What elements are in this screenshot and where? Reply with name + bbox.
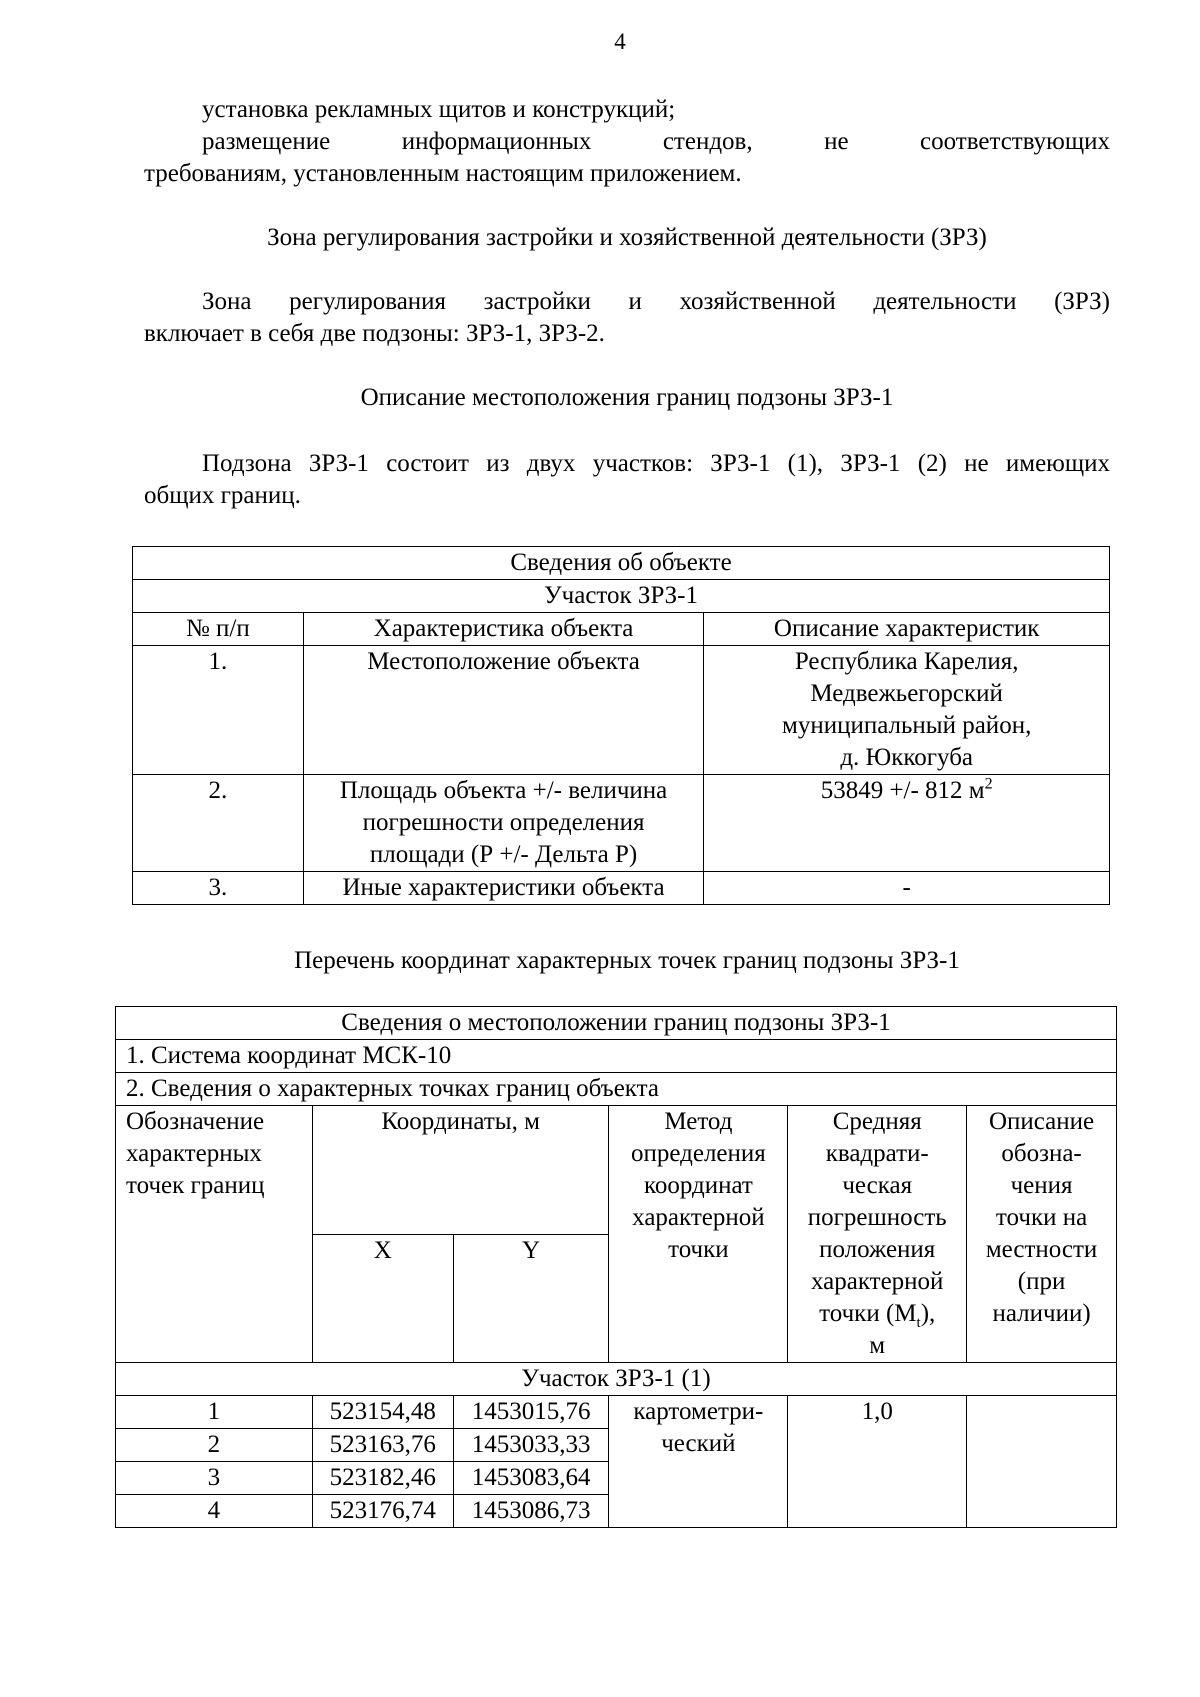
table-info-row — [116, 1073, 1117, 1106]
area-value: 53849 +/- 812 м — [820, 777, 985, 804]
area-superscript: 2 — [984, 775, 993, 793]
header-line: точки на — [995, 1204, 1088, 1231]
cell-line: Местоположение объекта — [367, 648, 640, 675]
object-info-table — [132, 546, 1110, 905]
y-value: 1453083,64 — [453, 1462, 609, 1495]
column-header: № п/п — [133, 613, 304, 646]
row-number: 2. — [133, 775, 304, 872]
location-cell — [967, 1396, 1117, 1528]
header-line: характерной — [632, 1204, 765, 1231]
column-header-method — [609, 1106, 788, 1363]
column-header-y: Y — [453, 1234, 609, 1363]
x-value: 523182,46 — [312, 1462, 453, 1495]
column-header-x: X — [312, 1234, 453, 1363]
section-heading-description: Описание местоположения границ подзоны ЗРЗ-1 — [360, 384, 894, 411]
table-row — [116, 1396, 1117, 1429]
cell-line: погрешности определения — [362, 809, 645, 836]
header-line: Метод — [664, 1108, 733, 1135]
header-line: местности — [985, 1236, 1098, 1263]
cell-line: Республика Карелия, — [794, 648, 1019, 675]
row-number: 3. — [133, 872, 304, 905]
table-subtitle: Участок ЗРЗ-1 — [133, 580, 1110, 613]
header-line: м — [869, 1332, 886, 1359]
header-line: ческая — [842, 1172, 913, 1199]
cell-line: картометри- — [633, 1398, 764, 1425]
table-header-row — [116, 1106, 1117, 1235]
description-cell — [704, 775, 1110, 872]
error-cell: 1,0 — [788, 1396, 967, 1528]
table-title-row — [116, 1007, 1117, 1040]
section-row — [116, 1363, 1117, 1396]
text-line: общих границ. — [144, 482, 301, 509]
row-number: 1. — [133, 646, 304, 775]
y-value: 1453086,73 — [453, 1495, 609, 1528]
header-line: положения — [819, 1236, 936, 1263]
subzone-paragraph — [144, 448, 1110, 512]
header-line: Описание — [988, 1108, 1095, 1135]
header-line: определения — [630, 1140, 766, 1167]
cell-line: - — [902, 874, 911, 901]
header-line: Средняя — [832, 1108, 922, 1135]
header-line: обозна- — [1001, 1140, 1082, 1167]
text-line: установка рекламных щитов и конструкций; — [202, 96, 676, 123]
header-line: точки — [668, 1236, 729, 1263]
header-line: точек границ — [126, 1172, 265, 1199]
y-value: 1453015,76 — [453, 1396, 609, 1429]
x-value: 523163,76 — [312, 1429, 453, 1462]
section-label: Участок ЗРЗ-1 (1) — [116, 1363, 1117, 1396]
header-text: ), — [920, 1300, 936, 1327]
header-line: характерных — [126, 1140, 262, 1167]
zrz-paragraph — [144, 286, 1110, 350]
column-header: Характеристика объекта — [303, 613, 704, 646]
table-header-row — [133, 613, 1110, 646]
x-value: 523154,48 — [312, 1396, 453, 1429]
method-cell — [609, 1396, 788, 1528]
section-heading-coordinates: Перечень координат характерных точек границ подзоны ЗРЗ-1 — [294, 947, 960, 974]
text-line: Зона регулирования застройки и хозяйственной деятельности (ЗРЗ) — [202, 288, 1110, 315]
section-heading-zrz: Зона регулирования застройки и хозяйственной деятельности (ЗРЗ) — [267, 224, 987, 251]
description-cell — [704, 872, 1110, 905]
point-number: 4 — [116, 1495, 313, 1528]
points-info: 2. Сведения о характерных точках границ объекта — [116, 1073, 1117, 1106]
column-header-error — [788, 1106, 967, 1363]
cell-line: д. Юккогуба — [840, 744, 974, 771]
column-header: Описание характеристик — [704, 613, 1110, 646]
table-title: Сведения об объекте — [133, 547, 1110, 580]
coordinates-table — [115, 1006, 1117, 1528]
characteristic-cell — [303, 646, 704, 775]
column-header-designation — [116, 1106, 313, 1363]
description-cell — [704, 646, 1110, 775]
header-line — [788, 1298, 966, 1330]
header-line: координат — [643, 1172, 753, 1199]
header-line: погрешность — [807, 1204, 947, 1231]
column-header-coordinates: Координаты, м — [312, 1106, 609, 1235]
page-number: 4 — [614, 29, 626, 54]
cell-line: Площадь объекта +/- величина — [339, 777, 668, 804]
header-line: квадрати- — [825, 1140, 929, 1167]
table-subtitle-row — [133, 580, 1110, 613]
cell-line: ческий — [661, 1430, 736, 1457]
text-line: включает в себя две подзоны: ЗРЗ-1, ЗРЗ-2. — [144, 320, 605, 347]
text-line: Подзона ЗРЗ-1 состоит из двух участков: ЗРЗ-1 (1), ЗРЗ-1 (2) не имеющих — [202, 450, 1110, 477]
table-info-row — [116, 1040, 1117, 1073]
header-subscript: t — [916, 1315, 921, 1331]
header-text: точки (M — [819, 1300, 917, 1327]
cell-line: площади (Р +/- Дельта Р) — [369, 841, 638, 868]
point-number: 1 — [116, 1396, 313, 1429]
characteristic-cell — [303, 775, 704, 872]
table-row — [133, 872, 1110, 905]
cell-line: Иные характеристики объекта — [342, 874, 665, 901]
header-line: чения — [1010, 1172, 1073, 1199]
intro-paragraph — [144, 94, 1110, 190]
table-row — [133, 646, 1110, 775]
point-number: 3 — [116, 1462, 313, 1495]
coordinate-system: 1. Система координат МСК-10 — [116, 1040, 1117, 1073]
table-row — [133, 775, 1110, 872]
y-value: 1453033,33 — [453, 1429, 609, 1462]
text-line: требованиям, установленным настоящим приложением. — [144, 160, 742, 187]
table-title-row — [133, 547, 1110, 580]
header-line: (при — [1017, 1268, 1066, 1295]
column-header-location — [967, 1106, 1117, 1363]
cell-line: Медвежьегорский — [810, 680, 1003, 707]
header-line: наличии) — [992, 1300, 1091, 1327]
header-line: Обозначение — [126, 1108, 265, 1135]
x-value: 523176,74 — [312, 1495, 453, 1528]
header-line: характерной — [810, 1268, 944, 1295]
point-number: 2 — [116, 1429, 313, 1462]
cell-line — [704, 775, 1109, 807]
cell-line: муниципальный район, — [782, 712, 1032, 739]
text-line: размещение информационных стендов, не соответствующих — [202, 128, 1110, 155]
table-title: Сведения о местоположении границ подзоны ЗРЗ-1 — [116, 1007, 1117, 1040]
characteristic-cell — [303, 872, 704, 905]
